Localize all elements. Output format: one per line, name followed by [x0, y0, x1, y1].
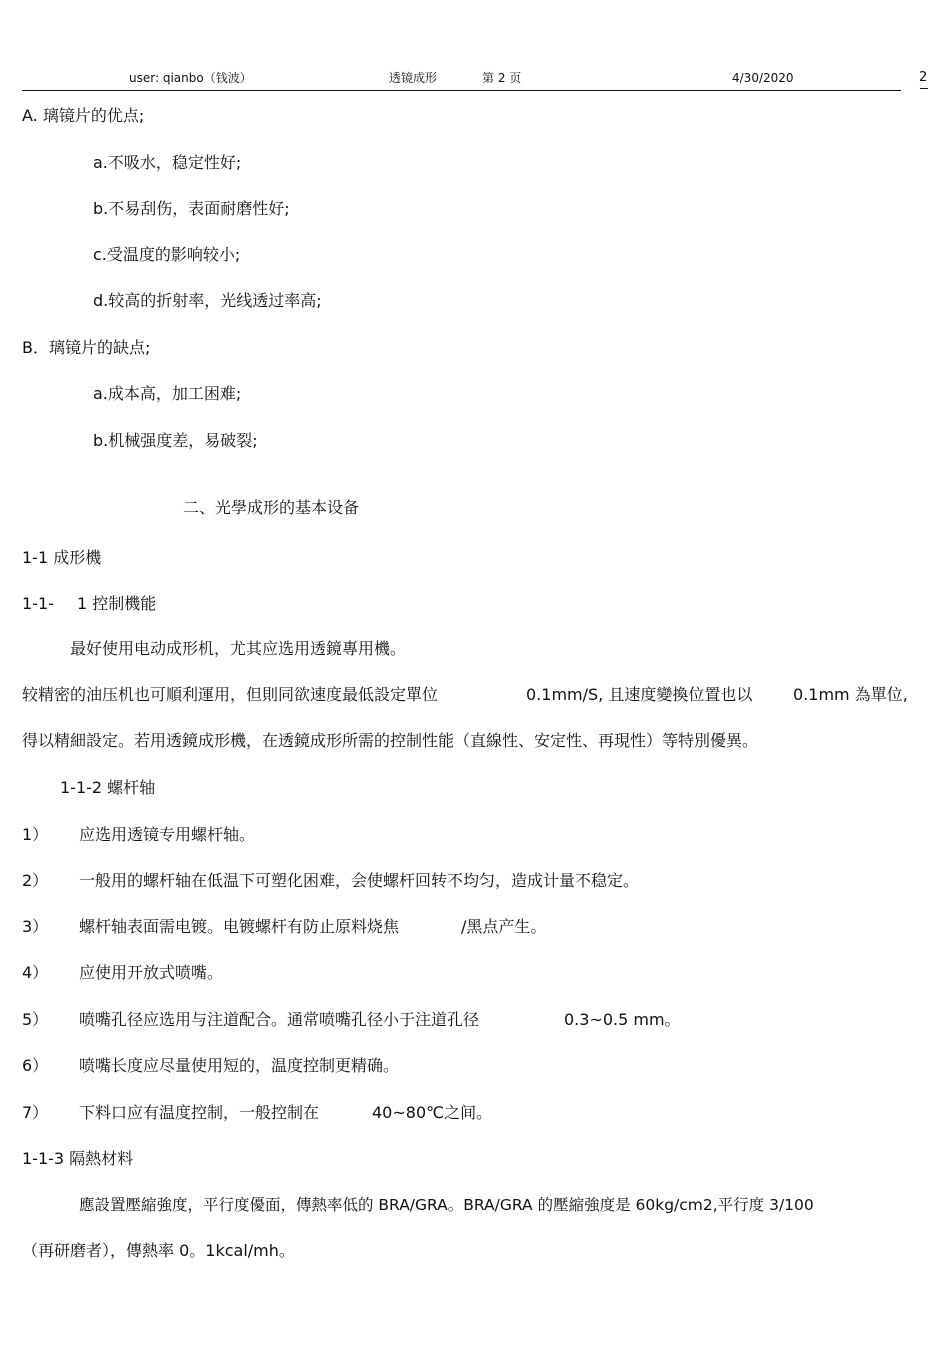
section-b-item: a.成本高，加工困难; — [93, 384, 242, 403]
section-a-item: a.不吸水，稳定性好; — [93, 153, 242, 172]
section-1-1-2-heading: 1-1-2 螺杆轴 — [60, 778, 156, 797]
section-a-heading: A. 璃镜片的优点; — [22, 106, 145, 125]
header-page-label: 第 2 页 — [482, 71, 522, 85]
list-item-fragment: 40~80℃之间。 — [372, 1103, 493, 1122]
paragraph-fragment: 0.1mm 為單位, — [793, 685, 908, 704]
section-b-item: b.机械强度差，易破裂; — [93, 431, 258, 450]
paragraph: 最好使用电动成形机，尤其应选用透鏡專用機。 — [70, 639, 407, 658]
header-doc-title: 透镜成形 — [389, 71, 438, 85]
page-number-rule — [920, 88, 928, 89]
list-number: 7） — [22, 1103, 49, 1122]
list-item: 应使用开放式喷嘴。 — [79, 963, 224, 982]
section-1-1-1-title: 1 控制機能 — [77, 594, 157, 613]
paragraph: 较精密的油压机也可順利運用，但則同欲速度最低設定單位 — [22, 685, 439, 704]
section-a-item: d.较高的折射率，光线透过率高; — [93, 291, 322, 310]
paragraph: 應設置壓縮強度，平行度優面，傳熱率低的 BRA/GRA。BRA/GRA 的壓縮強度是 60kg/cm2,平行度 3/100 — [79, 1196, 814, 1214]
section-b-heading: B．璃镜片的缺点; — [22, 338, 151, 357]
page-number: 2 — [919, 70, 928, 85]
paragraph: 得以精細設定。若用透鏡成形機，在透鏡成形所需的控制性能（直線性、安定性、再現性）等特別優異。 — [22, 731, 759, 750]
section-1-1-heading: 1-1 成形機 — [22, 548, 102, 567]
list-item: 喷嘴孔径应选用与注道配合。通常喷嘴孔径小于注道孔径 — [79, 1010, 480, 1029]
header-user: user: qianbo（钱波） — [129, 71, 252, 85]
list-item-fragment: /黑点产生。 — [461, 917, 547, 936]
list-item: 喷嘴长度应尽量使用短的，温度控制更精确。 — [79, 1056, 400, 1075]
list-item: 一般用的螺杆轴在低温下可塑化困难，会使螺杆回转不均匀，造成计量不稳定。 — [79, 871, 640, 890]
section-1-1-1-number: 1-1- — [22, 594, 54, 613]
list-item: 应选用透镜专用螺杆轴。 — [79, 825, 256, 844]
header-date: 4/30/2020 — [732, 71, 794, 85]
list-number: 4） — [22, 963, 49, 982]
paragraph: （再研磨者），傳熱率 0。1kcal/mh。 — [22, 1241, 295, 1260]
list-item-fragment: 0.3~0.5 mm。 — [564, 1010, 681, 1029]
list-item: 下料口应有温度控制，一般控制在 — [79, 1103, 320, 1122]
list-number: 6） — [22, 1056, 49, 1075]
list-item: 螺杆轴表面需电镀。电镀螺杆有防止原料烧焦 — [79, 917, 400, 936]
list-number: 1） — [22, 825, 49, 844]
section-a-item: c.受温度的影响较小; — [93, 245, 241, 264]
list-number: 5） — [22, 1010, 49, 1029]
section-1-1-3-heading: 1-1-3 隔熱材料 — [22, 1149, 134, 1168]
chapter-title: 二、光學成形的基本设备 — [183, 498, 360, 517]
list-number: 3） — [22, 917, 49, 936]
paragraph-fragment: 0.1mm/S, 且速度變換位置也以 — [526, 685, 753, 704]
list-number: 2） — [22, 871, 49, 890]
header-rule — [22, 90, 901, 91]
section-a-item: b.不易刮伤，表面耐磨性好; — [93, 199, 290, 218]
